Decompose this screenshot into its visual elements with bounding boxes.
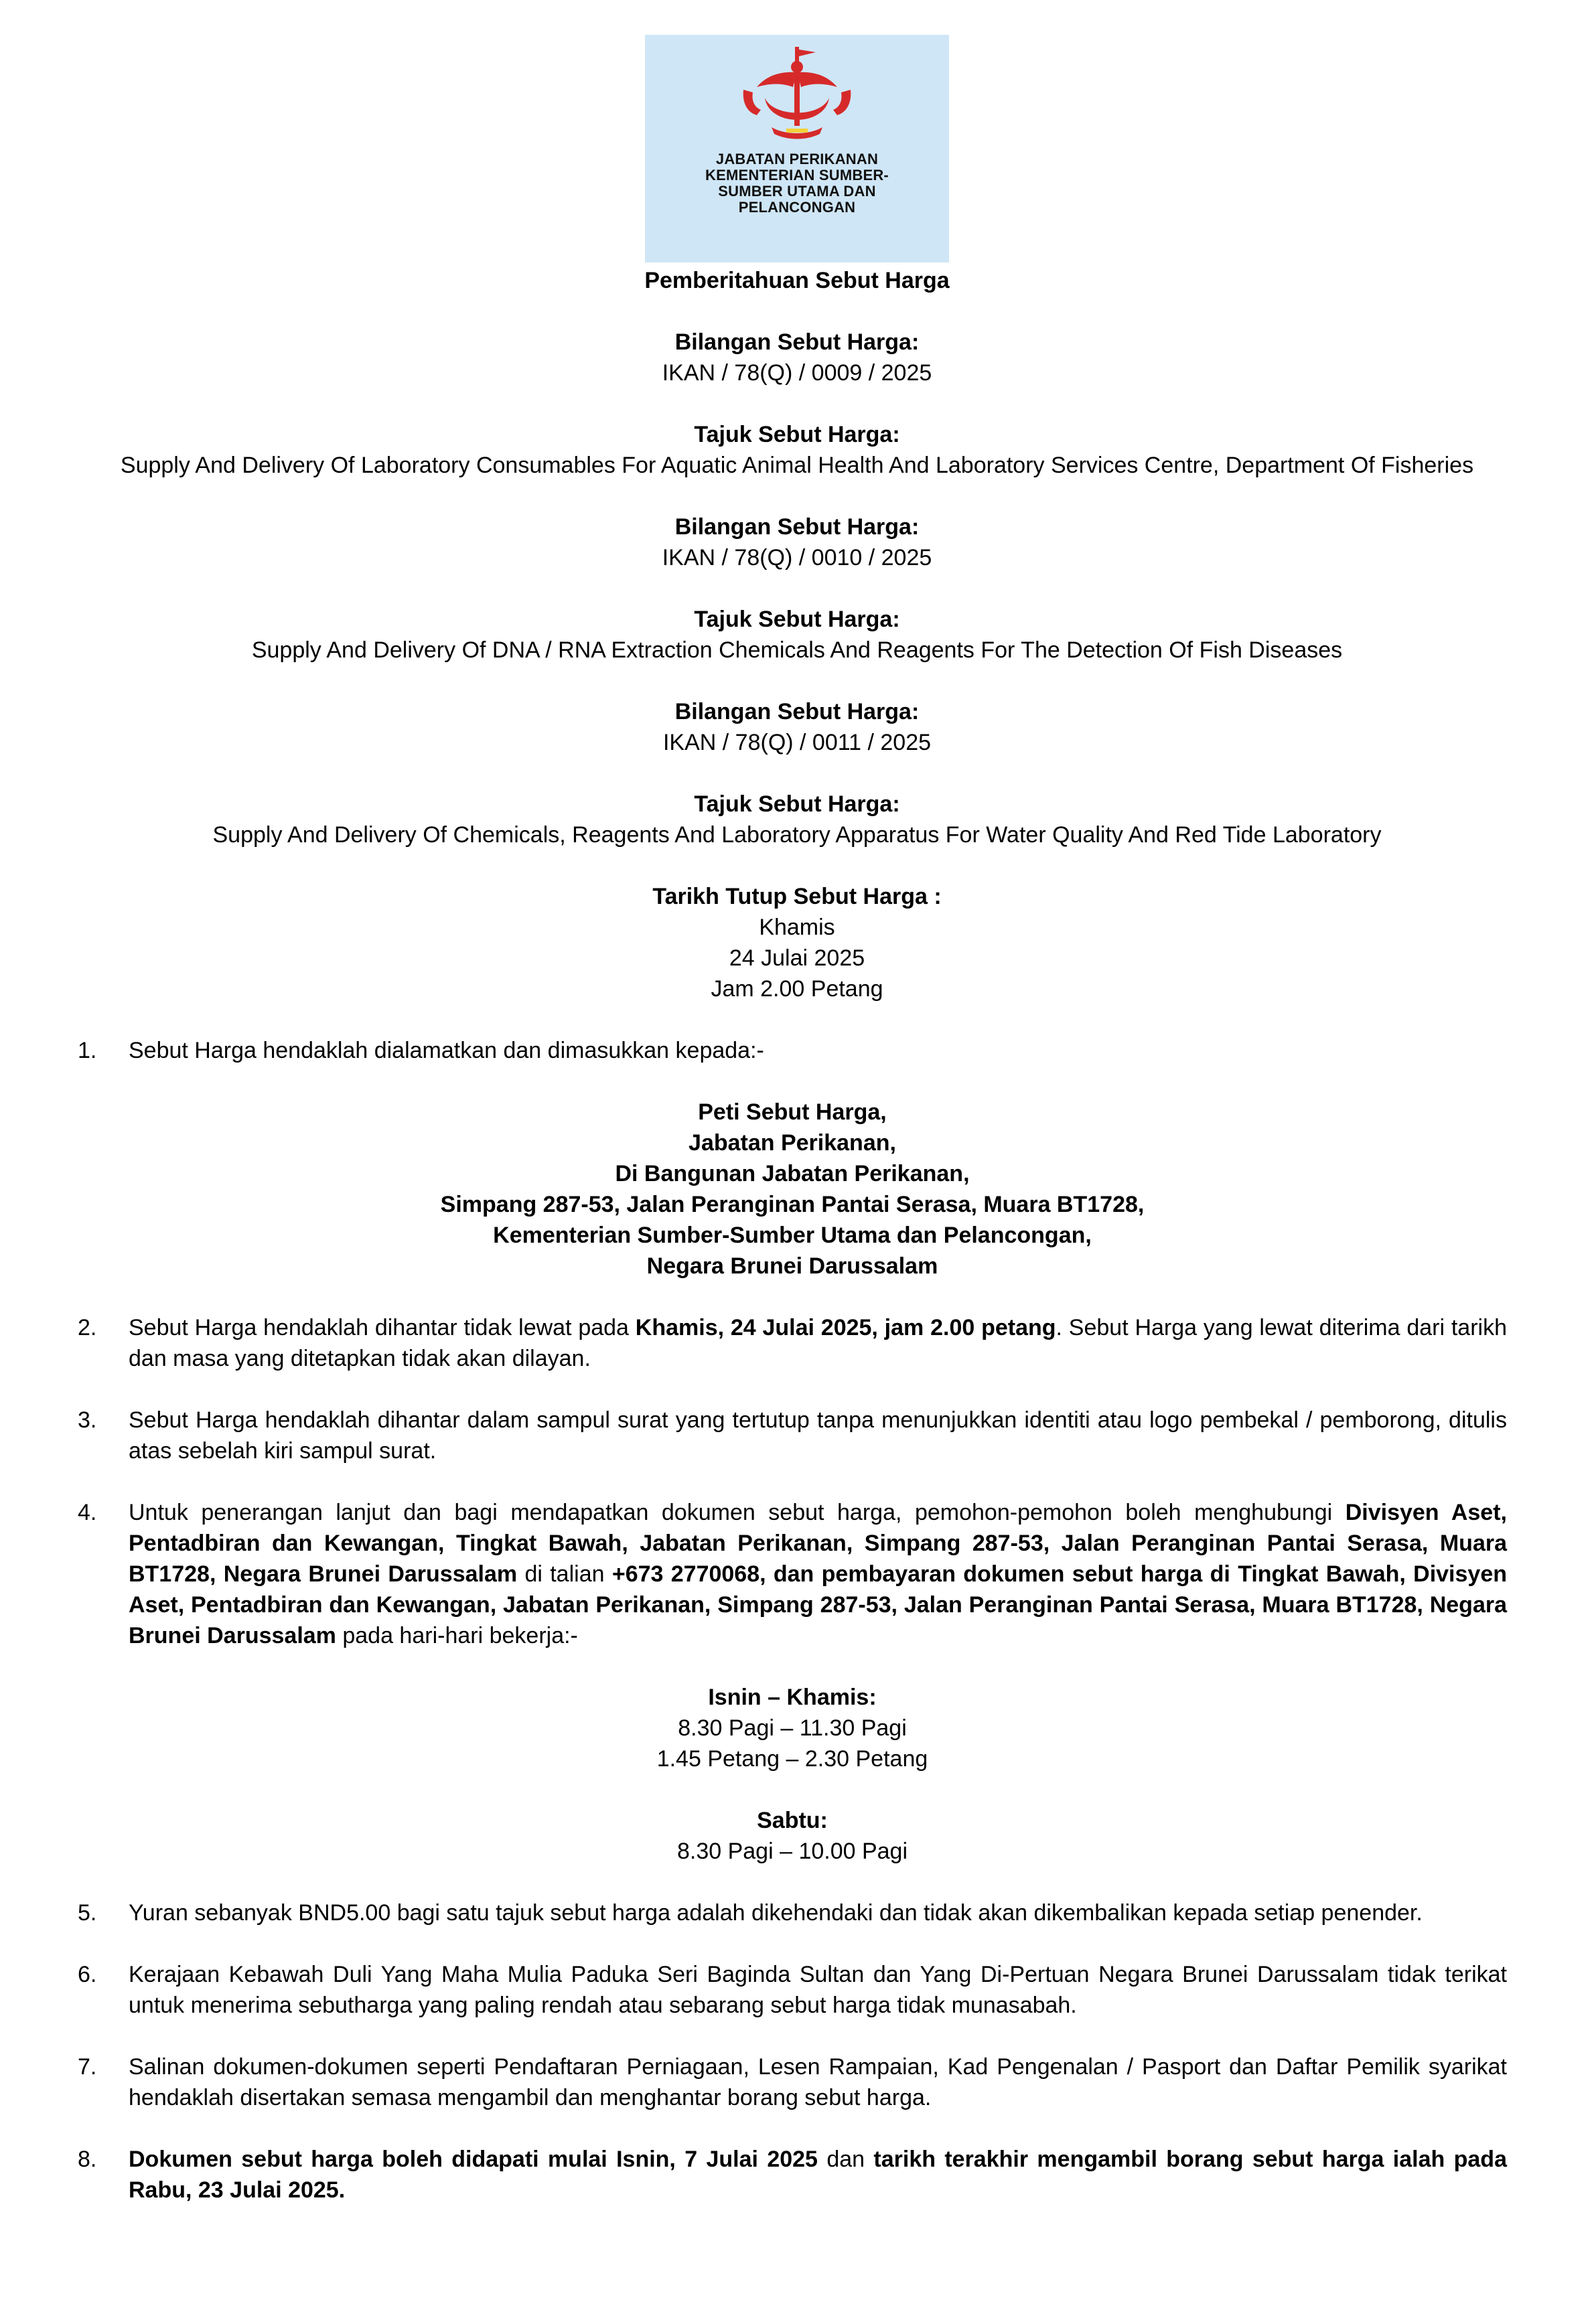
address-line: Negara Brunei Darussalam bbox=[646, 1253, 938, 1279]
item-number: 7. bbox=[78, 2054, 97, 2080]
quotation-title-label: Tajuk Sebut Harga: bbox=[694, 791, 900, 817]
quotation-title-label: Tajuk Sebut Harga: bbox=[694, 422, 900, 447]
bold-run: Dokumen sebut harga boleh didapati mulai Isnin, 7 Julai 2025 bbox=[129, 2147, 818, 2172]
address-line: Di Bangunan Jabatan Perikanan, bbox=[615, 1161, 970, 1186]
list-item bbox=[78, 1897, 1507, 1928]
text-run: . Sebut Harga yang lewat diterima dari tarikh dan masa yang ditetapkan tidak akan dilayan. bbox=[129, 1315, 1507, 1371]
bold-run: Divisyen Aset, Pentadbiran dan Kewangan, Tingkat Bawah, Jabatan Perikanan, Simpang 287-53, Jalan Peranginan Pantai Serasa, Muara BT1728, Negara Brunei Darussalam bbox=[129, 1500, 1507, 1587]
item-number: 6. bbox=[78, 1962, 97, 1987]
bold-run: Khamis, 24 Julai 2025, jam 2.00 petang bbox=[635, 1315, 1056, 1340]
bold-run: tarikh terakhir mengambil borang sebut harga ialah pada Rabu, 23 Julai 2025. bbox=[129, 2147, 1507, 2203]
closing-time: Jam 2.00 Petang bbox=[711, 976, 883, 1002]
department-logo bbox=[645, 35, 949, 262]
logo-line: SUMBER UTAMA DAN bbox=[718, 183, 876, 200]
item-text: Yuran sebanyak BND5.00 bagi satu tajuk sebut harga adalah dikehendaki dan tidak akan dikembalikan kepada setiap penender. bbox=[129, 1900, 1423, 1926]
quotation-number-label: Bilangan Sebut Harga: bbox=[674, 514, 920, 540]
weekday-label: Isnin – Khamis: bbox=[708, 1685, 877, 1710]
item-text: Sebut Harga hendaklah dialamatkan dan dimasukkan kepada:- bbox=[129, 1038, 764, 1063]
text-run: pada hari-hari bekerja:- bbox=[336, 1623, 578, 1648]
closing-date-label: Tarikh Tutup Sebut Harga : bbox=[652, 884, 942, 909]
item-number: 4. bbox=[78, 1500, 97, 1525]
list-item bbox=[78, 1497, 1507, 1651]
list-item bbox=[78, 1035, 1507, 1066]
closing-date: 24 Julai 2025 bbox=[729, 945, 865, 971]
quotation-block bbox=[0, 327, 1594, 481]
list-item bbox=[78, 1959, 1507, 2021]
address-line: Jabatan Perikanan, bbox=[689, 1130, 896, 1156]
item-number: 3. bbox=[78, 1407, 97, 1433]
item-text: Sebut Harga hendaklah dihantar dalam sampul surat yang tertutup tanpa menunjukkan identiti atau logo pembekal / pemborong, ditulis atas sebelah kiri sampul surat. bbox=[129, 1407, 1507, 1464]
item-text: Salinan dokumen-dokumen seperti Pendaftaran Perniagaan, Lesen Rampaian, Kad Pengenalan / Pasport dan Daftar Pemilik syarikat hendaklah disertakan semasa mengambil dan menghantar borang sebut harga. bbox=[129, 2054, 1507, 2110]
logo-caption bbox=[705, 151, 889, 216]
terms-list bbox=[78, 1035, 1507, 2205]
text-run: dan bbox=[817, 2147, 874, 2172]
submission-address bbox=[78, 1097, 1507, 1282]
text-run: di talian bbox=[517, 1561, 612, 1587]
item-number: 2. bbox=[78, 1315, 97, 1340]
logo-line: JABATAN PERIKANAN bbox=[715, 151, 879, 167]
weekday-hours: 8.30 Pagi – 11.30 Pagi bbox=[678, 1715, 907, 1741]
quotation-number-label: Bilangan Sebut Harga: bbox=[674, 699, 920, 724]
saturday-hours: 8.30 Pagi – 10.00 Pagi bbox=[676, 1839, 908, 1864]
office-hours bbox=[78, 1682, 1507, 1867]
quotation-number-label: Bilangan Sebut Harga: bbox=[674, 329, 920, 355]
quotation-title: Supply And Delivery Of Laboratory Consumables For Aquatic Animal Health And Laboratory Services Centre, Department Of Fisheries bbox=[120, 453, 1474, 478]
quotation-title-label: Tajuk Sebut Harga: bbox=[694, 607, 900, 632]
text-run: Sebut Harga hendaklah dihantar tidak lewat pada bbox=[129, 1315, 636, 1340]
quotation-block bbox=[0, 512, 1594, 666]
text-run: Untuk penerangan lanjut dan bagi mendapatkan dokumen sebut harga, pemohon-pemohon boleh menghubungi bbox=[129, 1500, 1346, 1525]
quotation-number: IKAN / 78(Q) / 0009 / 2025 bbox=[662, 360, 932, 386]
item-text bbox=[129, 1497, 1507, 1651]
logo-line: KEMENTERIAN SUMBER- bbox=[705, 167, 889, 183]
item-text bbox=[129, 1312, 1507, 1374]
item-text: Kerajaan Kebawah Duli Yang Maha Mulia Paduka Seri Baginda Sultan dan Yang Di-Pertuan Negara Brunei Darussalam tidak terikat untuk menerima sebutharga yang paling rendah atau sebarang sebut harga tidak munasabah. bbox=[129, 1962, 1507, 2018]
list-item bbox=[78, 2051, 1507, 2113]
item-number: 5. bbox=[78, 1900, 97, 1926]
closing-date-block bbox=[0, 881, 1594, 1004]
closing-day: Khamis bbox=[759, 915, 835, 940]
item-text bbox=[129, 2144, 1507, 2205]
quotation-title: Supply And Delivery Of DNA / RNA Extraction Chemicals And Reagents For The Detection Of Fish Diseases bbox=[251, 637, 1343, 663]
quotation-number: IKAN / 78(Q) / 0011 / 2025 bbox=[662, 730, 932, 755]
quotation-number: IKAN / 78(Q) / 0010 / 2025 bbox=[662, 545, 932, 570]
list-item bbox=[78, 1405, 1507, 1466]
notice-title: Pemberitahuan Sebut Harga bbox=[644, 268, 950, 293]
address-line: Peti Sebut Harga, bbox=[698, 1099, 887, 1125]
bold-run: +673 2770068, dan pembayaran dokumen sebut harga di Tingkat Bawah, Divisyen Aset, Pentadbiran dan Kewangan, Jabatan Perikanan, Simpang 287-53, Jalan Peranginan Pantai Serasa, Muara BT1728, Negara Brunei Darussalam bbox=[129, 1561, 1507, 1648]
logo-line: PELANCONGAN bbox=[738, 199, 856, 216]
list-item bbox=[78, 1312, 1507, 1374]
item-number: 8. bbox=[78, 2147, 97, 2172]
address-line: Kementerian Sumber-Sumber Utama dan Pelancongan, bbox=[493, 1223, 1092, 1248]
address-line: Simpang 287-53, Jalan Peranginan Pantai Serasa, Muara BT1728, bbox=[440, 1192, 1145, 1217]
brunei-crest-icon bbox=[730, 46, 864, 146]
saturday-label: Sabtu: bbox=[757, 1808, 828, 1833]
list-item bbox=[78, 2144, 1507, 2205]
quotation-title: Supply And Delivery Of Chemicals, Reagents And Laboratory Apparatus For Water Quality And Red Tide Laboratory bbox=[212, 822, 1382, 848]
item-number: 1. bbox=[78, 1038, 97, 1063]
weekday-hours: 1.45 Petang – 2.30 Petang bbox=[656, 1746, 928, 1772]
quotation-block bbox=[0, 696, 1594, 850]
